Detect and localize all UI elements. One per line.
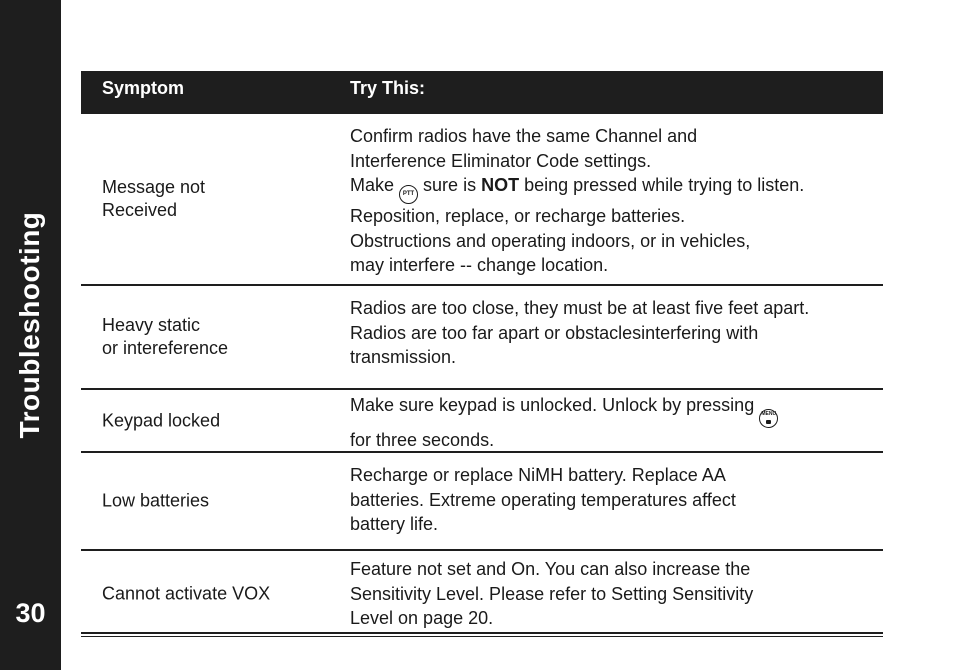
table-row (81, 390, 883, 453)
symptom-cell: Cannot activate VOX (102, 583, 271, 604)
menu-line: Make sure keypad is unlocked. Unlock by pressing MENU (350, 393, 778, 428)
ptt-line: Make PTT sure is NOT being pressed while trying to listen. (350, 173, 804, 204)
table-row (81, 114, 883, 286)
menu-lock-button-icon: MENU (759, 409, 778, 428)
symptom-cell: Message not Received (102, 177, 206, 220)
table-bottom-rule (81, 632, 883, 637)
header-try-this: Try This: (350, 78, 426, 98)
remedy-cell: Radios are too close, they must be at least five feet apart. Radios are too far apart or obstaclesinterfering with transmission. (350, 298, 810, 367)
table-row (81, 453, 883, 551)
header-symptom: Symptom (102, 78, 185, 98)
ptt-button-icon: PTT (399, 185, 418, 204)
table-row (81, 551, 883, 637)
symptom-cell: Keypad locked (102, 410, 221, 430)
symptom-cell: Low batteries (102, 490, 210, 511)
symptom-cell: Heavy static or intereference (102, 315, 229, 358)
troubleshooting-table (81, 71, 883, 637)
table-header (81, 71, 883, 114)
table-row (81, 286, 883, 390)
remedy-cell: Make sure keypad is unlocked. Unlock by pressing MENU for three seconds. (350, 393, 778, 453)
section-tab (0, 0, 61, 670)
remedy-cell: Confirm radios have the same Channel and Interference Eliminator Code settings. Make PTT sure is NOT being pressed while trying to listen. Reposition, replace, or recharge batteries. Obstructions and operating indoors, or in vehicles, may interfere -- change location. (350, 126, 805, 275)
remedy-cell: Feature not set and On. You can also increase the Sensitivity Level. Please refer to Setting Sensitivity Level on page 20. (350, 559, 754, 628)
remedy-cell: Recharge or replace NiMH battery. Replace AA batteries. Extreme operating temperatures affect battery life. (350, 465, 736, 534)
page-number: 30 (15, 598, 46, 628)
section-title: Troubleshooting (14, 211, 45, 439)
